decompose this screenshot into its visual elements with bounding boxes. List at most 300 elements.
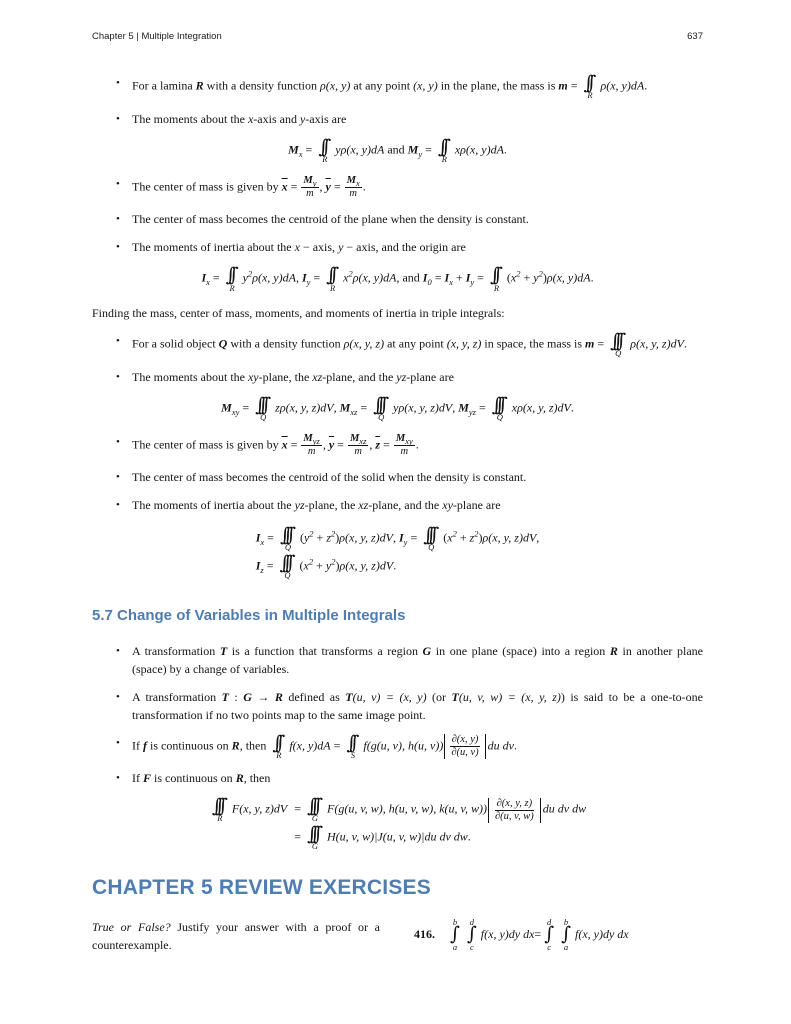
integral-glyph: ∫∫∫ <box>373 393 383 416</box>
subscript: y <box>306 277 311 288</box>
text-run: , <box>393 530 399 545</box>
math-italic-run: m <box>349 188 357 200</box>
text-run: The moments about the <box>132 111 248 126</box>
math-italic-run: du dv dw <box>542 801 587 816</box>
text-run: = <box>357 400 371 415</box>
text-run: = <box>263 558 277 573</box>
exercise-416-formula <box>447 918 629 951</box>
math-italic-run: ρ(x, y, z)dV <box>630 336 684 351</box>
fraction <box>301 433 321 458</box>
integral-lower-limit: G <box>311 813 319 824</box>
subscript: x <box>355 178 360 189</box>
bullet-text <box>132 74 703 100</box>
text-run: The moments of inertia about the <box>132 498 295 513</box>
math-italic-run: ρ(x, y)dA <box>252 271 296 285</box>
text-run: The center of mass becomes the centroid of the solid when the density is constant. <box>132 470 527 485</box>
integral-upper-limit: b <box>563 916 569 927</box>
text-run: The center of mass is given by <box>132 437 282 452</box>
bullet-marker: • <box>116 178 120 191</box>
text-run: → <box>251 689 275 704</box>
fraction-numerator <box>345 175 362 188</box>
fraction <box>493 798 536 823</box>
math-bold-run: I <box>301 271 307 285</box>
integral-glyph: ∫ <box>450 923 454 946</box>
fraction-numerator: ∂(x, y) <box>450 734 481 747</box>
triple-integral-symbol <box>610 332 626 358</box>
bullet-marker: • <box>116 471 120 484</box>
integral-lower-limit: R <box>217 813 223 824</box>
triple-integral-symbol <box>423 526 439 552</box>
math-italic-run: f(x, y)dA <box>289 738 331 753</box>
integral-glyph: ∫ <box>466 923 470 946</box>
bullet-marker: • <box>116 436 120 449</box>
integral-glyph: ∫∫∫ <box>306 795 317 818</box>
fraction-numerator <box>301 433 321 446</box>
text-run: = <box>534 927 542 942</box>
review-intro <box>92 918 380 954</box>
text-run: ) <box>335 558 340 573</box>
text-run: is continuous on <box>151 771 236 786</box>
integral-symbol <box>450 918 460 951</box>
text-run: -axis and <box>253 111 300 126</box>
text-run: = <box>294 829 304 844</box>
math-italic-run: ρ(x, y)dA <box>546 271 591 285</box>
integral-glyph: ∫∫ <box>346 731 353 754</box>
math-italic-run: x <box>294 240 300 255</box>
text-run: = <box>287 437 301 452</box>
bullet-text <box>132 496 703 514</box>
superscript: 2 <box>247 269 253 279</box>
text-run: . <box>683 336 687 351</box>
superscript: 2 <box>331 556 336 567</box>
text-run: . <box>644 78 648 93</box>
running-head: Chapter 5 | Multiple Integration <box>92 31 222 42</box>
bullet-solid-mass <box>116 332 703 358</box>
text-run: ( <box>506 271 511 285</box>
bullet-marker: • <box>116 335 120 348</box>
math-bold-run: m <box>585 336 595 351</box>
integral-lower-limit: R <box>330 282 336 293</box>
math-italic-run: m <box>400 446 409 458</box>
overbar-variable: $\overline{x}$ <box>281 179 288 194</box>
subscript: y <box>470 277 475 288</box>
math-bold-run: M <box>349 433 360 445</box>
math-bold-run: f <box>143 738 147 753</box>
formula-moments-2d <box>92 135 703 164</box>
bullet-F-continuous <box>116 769 703 787</box>
text-run: (or <box>426 689 452 704</box>
math-bold-run: G <box>243 689 252 704</box>
integral-lower-limit: R <box>276 749 282 760</box>
fraction-numerator: ∂(x, y, z) <box>495 798 535 811</box>
exercise-number: 416. <box>414 927 435 942</box>
fraction-denominator <box>304 188 316 200</box>
text-run: is continuous on <box>147 738 232 753</box>
bullet-center-mass-3d <box>116 433 703 458</box>
formula <box>201 266 593 292</box>
text-run: -axis are <box>305 111 347 126</box>
integral-upper-limit: b <box>452 916 458 927</box>
bullet-text <box>132 332 703 358</box>
text-run: -plane are <box>406 369 454 384</box>
math-italic-run: yρ(x, y, z)dV <box>393 400 453 415</box>
math-bold-run: M <box>303 175 313 187</box>
text-run: . <box>415 437 419 452</box>
math-bold-run: I <box>399 530 404 545</box>
superscript: 2 <box>348 269 353 279</box>
text-run: + <box>313 558 326 573</box>
math-bold-run: M <box>221 400 232 415</box>
subscript: x <box>260 537 265 548</box>
double-integral-symbol <box>584 74 597 100</box>
math-bold-run: I <box>422 271 428 285</box>
page-number: 637 <box>687 31 703 42</box>
text-run: in another plane (space) by a change of variables. <box>132 643 704 676</box>
bullet-marker: • <box>116 77 120 90</box>
formula-rhs <box>294 822 586 851</box>
text-run: + <box>313 530 327 545</box>
superscript: 2 <box>309 528 314 539</box>
integral-lower-limit: Q <box>378 411 385 422</box>
integral-glyph: ∫∫∫ <box>279 551 289 574</box>
integral-glyph: ∫∫∫ <box>306 822 317 845</box>
text-run: = <box>287 179 301 194</box>
integral-glyph: ∫∫ <box>583 72 590 95</box>
fraction-numerator <box>394 433 415 446</box>
text-run: = <box>264 530 277 545</box>
text-run: − axis, <box>299 240 339 255</box>
formula <box>221 393 574 422</box>
text-run: = <box>567 78 581 93</box>
subscript: xz <box>359 436 367 447</box>
subscript: z <box>260 564 264 575</box>
math-italic-run: m <box>306 188 314 200</box>
superscript: 2 <box>516 269 521 279</box>
bullet-text <box>132 175 703 200</box>
math-italic-run: z <box>326 530 331 545</box>
integral-lower-limit: Q <box>428 542 435 553</box>
text-run: A transformation <box>132 643 220 658</box>
math-bold-run: Q <box>218 336 228 351</box>
bullet-text <box>132 731 703 760</box>
math-italic-run: y <box>299 111 306 126</box>
math-bold-run: I <box>201 271 207 285</box>
double-integral-symbol <box>346 731 359 760</box>
text-run: If <box>132 738 143 753</box>
formula-moments-3d <box>92 393 703 422</box>
formula-inertia-3d <box>92 524 703 581</box>
text-run: = <box>475 400 489 415</box>
integral-glyph: ∫∫ <box>318 135 325 158</box>
text-run: is a function that transforms a region <box>227 643 423 658</box>
bullet-marker: • <box>116 772 120 785</box>
text-run: ) <box>335 530 340 545</box>
math-italic-run: ρ(x, y, z) <box>343 336 385 351</box>
bullet-text <box>132 368 703 386</box>
math-italic-run: (u, v) = (x, y) <box>352 689 427 704</box>
text-run: + <box>452 271 466 285</box>
integral-lower-limit: a <box>452 941 458 952</box>
triple-integral-symbol <box>212 797 228 823</box>
text-run: . <box>362 179 366 194</box>
subscript: yz <box>312 436 320 447</box>
math-bold-run: T <box>221 689 229 704</box>
math-italic-run: y <box>338 240 344 255</box>
math-italic-run: F(g(u, v, w), h(u, v, w), k(u, v, w)) <box>327 801 487 816</box>
bullet-centroid-solid <box>116 468 703 486</box>
integral-glyph: ∫∫∫ <box>255 393 265 416</box>
bullet-center-mass-2d <box>116 175 703 200</box>
subscript: y <box>418 148 423 159</box>
text-run: The center of mass becomes the centroid of the plane when the density is constant. <box>132 212 529 227</box>
math-bold-run: R <box>609 643 618 658</box>
math-italic-run: (x, y, z) <box>446 336 482 351</box>
text-run: : <box>228 689 244 704</box>
integral-lower-limit: c <box>469 941 474 952</box>
math-bold-run: M <box>407 142 419 157</box>
text-run: − axis, and the origin are <box>343 240 466 255</box>
math-italic-run: True or False? <box>92 919 171 934</box>
math-bold-run: m <box>558 78 568 93</box>
math-bold-run: M <box>346 175 356 187</box>
subscript: xy <box>405 436 413 447</box>
text-run: = <box>594 336 608 351</box>
bullet-jacobian-2d <box>116 731 703 760</box>
formula-line <box>256 526 540 552</box>
text-run: If <box>132 771 143 786</box>
math-italic-run: xρ(x, y, z)dV <box>511 400 571 415</box>
math-italic-run: zρ(x, y, z)dV <box>275 400 334 415</box>
bullet-marker: • <box>116 644 120 657</box>
math-bold-run: R <box>195 78 204 93</box>
fraction <box>345 175 362 200</box>
formula-lhs <box>209 797 287 823</box>
text-run: . <box>514 738 517 753</box>
integral-upper-limit: d <box>547 916 552 927</box>
text-run: . <box>590 271 594 285</box>
math-italic-run: x <box>510 271 517 285</box>
bullet-text <box>132 468 703 486</box>
review-section <box>92 872 703 954</box>
subscript: x <box>206 277 210 288</box>
superscript: 2 <box>308 556 314 567</box>
content-area <box>92 74 703 850</box>
triple-integral-symbol <box>307 797 323 823</box>
math-italic-run: xρ(x, y)dA <box>454 142 504 157</box>
text-run: ( <box>299 530 304 545</box>
text-run: , then <box>243 771 271 786</box>
math-bold-run: R <box>231 738 240 753</box>
math-italic-run: ρ(x, y) <box>320 78 351 93</box>
fraction <box>348 433 368 458</box>
fraction-denominator: ∂(u, v, w) <box>494 810 534 822</box>
integral-glyph: ∫∫ <box>489 264 497 287</box>
integral-lower-limit: Q <box>260 411 267 422</box>
fraction-denominator <box>398 446 410 458</box>
integral-lower-limit: Q <box>615 348 622 359</box>
text-run: , <box>452 400 459 415</box>
text-run: defined as <box>282 689 346 704</box>
integral-glyph: ∫∫ <box>437 135 445 158</box>
text-run: -plane are <box>452 498 501 513</box>
math-italic-run: m <box>354 446 362 458</box>
text-run: Justify your answer with a proof or a counterexample. <box>92 919 380 952</box>
math-italic-run: x <box>447 530 453 545</box>
text-run: , and <box>396 271 423 285</box>
overbar-variable: $\overline{z}$ <box>375 437 381 452</box>
bullet-text <box>132 210 703 228</box>
integral-glyph: ∫∫ <box>272 731 279 754</box>
integral-upper-limit: d <box>469 916 474 927</box>
integral-lower-limit: G <box>311 840 319 851</box>
math-italic-run: x <box>303 558 309 573</box>
text-run: , <box>295 271 302 285</box>
bullet-inertia-planes <box>116 496 703 514</box>
text-run: , then <box>239 738 270 753</box>
math-italic-run: yz <box>294 498 305 513</box>
double-integral-symbol <box>226 266 239 292</box>
integral-glyph: ∫∫∫ <box>279 524 290 547</box>
integral-glyph: ∫∫∫ <box>491 393 501 416</box>
subscript: yz <box>468 406 476 417</box>
math-bold-run: I <box>255 530 261 545</box>
text-run: A transformation <box>132 689 222 704</box>
triple-integral-symbol <box>255 393 271 422</box>
superscript: 2 <box>538 269 543 279</box>
double-integral-symbol <box>326 266 339 292</box>
bullet-one-to-one <box>116 688 703 724</box>
bullet-marker: • <box>116 499 120 512</box>
text-run: ) is said to be a one-to-one transformation if no two points map to the same image point. <box>132 689 704 722</box>
overbar-variable: $\overline{x}$ <box>281 437 288 452</box>
text-run: = <box>310 271 324 285</box>
math-italic-run: xy <box>442 498 453 513</box>
math-italic-run: y <box>533 271 539 285</box>
math-italic-run: m <box>307 446 316 458</box>
fraction <box>449 734 480 759</box>
text-run: at any point <box>350 78 414 93</box>
fraction-denominator <box>306 446 318 458</box>
integral-lower-limit: Q <box>496 411 503 422</box>
math-italic-run: y <box>303 530 310 545</box>
integral-glyph: ∫ <box>544 923 548 946</box>
text-run: + <box>520 271 534 285</box>
text-run: ( <box>443 530 448 545</box>
text-run: in one plane (space) into a region <box>431 643 610 658</box>
fraction <box>394 433 415 458</box>
fraction-denominator <box>352 446 364 458</box>
text-run: = <box>330 179 344 194</box>
text-run: ) <box>542 271 547 285</box>
jacobian-determinant <box>488 798 541 823</box>
text-run: -plane, and the <box>322 369 397 384</box>
double-integral-symbol <box>490 266 503 292</box>
text-run: = <box>422 142 435 157</box>
bullet-transformation-def <box>116 642 703 678</box>
bullet-marker: • <box>116 241 120 254</box>
text-run: and <box>384 142 408 157</box>
formula-jacobian-3d <box>92 797 703 850</box>
text-run: at any point <box>384 336 447 351</box>
integral-lower-limit: R <box>322 153 328 164</box>
fraction-numerator <box>348 433 368 446</box>
bullet-marker: • <box>116 213 120 226</box>
math-italic-run: y <box>325 558 332 573</box>
text-run: For a solid object <box>132 336 219 351</box>
triple-integral-symbol <box>306 822 323 851</box>
integral-glyph: ∫ <box>561 923 565 946</box>
text-run: , <box>322 437 329 452</box>
math-bold-run: T <box>451 689 459 704</box>
text-run: Finding the mass, center of mass, moments, and moments of inertia in triple integrals: <box>92 306 505 321</box>
review-columns <box>92 918 703 954</box>
triple-integral-symbol <box>373 393 389 422</box>
overbar-variable: $\overline{y}$ <box>328 437 335 452</box>
math-italic-run: xy <box>247 369 259 384</box>
math-italic-run: f(x, y)dy dx <box>574 927 629 942</box>
fraction-denominator: ∂(u, v) <box>451 747 479 759</box>
page-header <box>92 0 703 44</box>
math-italic-run: du dv <box>487 738 514 753</box>
math-italic-run: f(g(u, v), h(u, v)) <box>363 738 444 753</box>
bullet-centroid-plane <box>116 210 703 228</box>
math-bold-run: R <box>235 771 244 786</box>
bullet-marker: • <box>116 370 120 383</box>
integral-lower-limit: R <box>493 282 500 293</box>
text-run: with a density function <box>227 336 344 351</box>
text-run: = <box>209 271 223 285</box>
integral-lower-limit: a <box>563 941 569 952</box>
integral-lower-limit: R <box>441 153 447 164</box>
text-run: . <box>393 558 397 573</box>
integral-symbol <box>544 918 554 951</box>
math-bold-run: I <box>444 271 450 285</box>
text-run: ) <box>478 530 483 545</box>
integral-lower-limit: R <box>587 90 593 101</box>
math-bold-run: M <box>303 433 313 445</box>
bullet-inertia-axes <box>116 238 703 256</box>
math-italic-run: (u, v, w) = (x, y, z) <box>458 689 561 704</box>
para-triple-integrals <box>92 304 703 322</box>
math-bold-run: T <box>345 689 353 704</box>
bullet-lamina-mass <box>116 74 703 100</box>
math-italic-run: (x, y) <box>413 78 438 93</box>
jacobian-determinant <box>444 734 485 759</box>
text-run: = <box>239 400 253 415</box>
text-run: -plane, and the <box>368 498 443 513</box>
bullet-marker: • <box>116 112 120 125</box>
text-run: . <box>467 829 471 844</box>
text-run: = <box>474 271 487 285</box>
text-run: ( <box>299 558 304 573</box>
text-run: in the plane, the mass is <box>437 78 559 93</box>
formula-line <box>255 551 540 580</box>
text-run: in space, the mass is <box>481 336 586 351</box>
fraction-denominator <box>347 188 359 200</box>
math-italic-run: x <box>343 271 349 285</box>
triple-integral-symbol <box>280 526 296 552</box>
integral-glyph: ∫∫∫ <box>211 795 222 818</box>
subscript: y <box>403 537 408 548</box>
math-italic-run: ρ(x, y, z)dV <box>339 558 394 573</box>
fraction-numerator <box>301 175 318 188</box>
math-italic-run: f(x, y)dy dx <box>480 927 535 942</box>
fraction <box>301 175 318 200</box>
integral-lower-limit: S <box>350 749 355 760</box>
text-run: = <box>302 142 316 157</box>
integral-glyph: ∫∫ <box>225 264 232 287</box>
text-run: . <box>503 142 507 157</box>
